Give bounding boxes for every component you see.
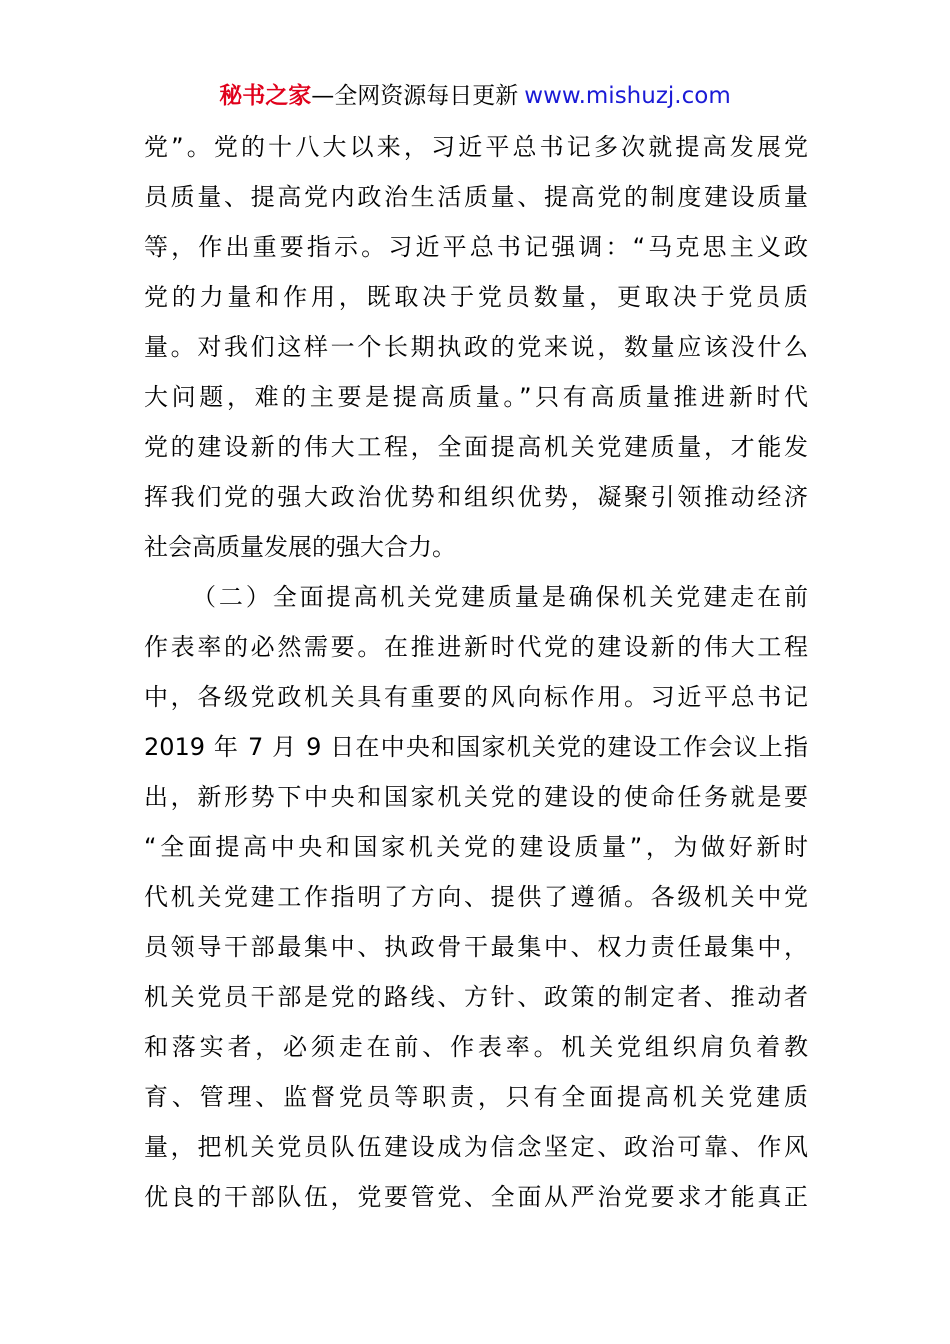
text-line: 等，作出重要指示。习近平总书记强调：“马克思主义政 — [144, 233, 808, 261]
text-line: 员质量、提高党内政治生活质量、提高党的制度建设质量 — [144, 183, 808, 211]
text-line: 挥我们党的强大政治优势和组织优势，凝聚引领推动经济 — [144, 483, 808, 511]
text-line: 员领导干部最集中、执政骨干最集中、权力责任最集中， — [144, 933, 808, 961]
text-line: 党的建设新的伟大工程，全面提高机关党建质量，才能发 — [144, 433, 808, 461]
text-line: 党”。党的十八大以来，习近平总书记多次就提高发展党 — [144, 133, 808, 161]
text-line: “全面提高中央和国家机关党的建设质量”，为做好新时 — [144, 833, 808, 861]
site-url-link[interactable]: www.mishuzj.com — [524, 83, 731, 109]
page-header — [0, 80, 950, 112]
text-line: 量。对我们这样一个长期执政的党来说，数量应该没什么 — [144, 333, 808, 361]
text-line-paragraph-end: 社会高质量发展的强大合力。 — [144, 533, 456, 561]
site-tagline: —全网资源每日更新 — [311, 83, 519, 109]
text-line: 代机关党建工作指明了方向、提供了遵循。各级机关中党 — [144, 883, 808, 911]
text-line: 出，新形势下中央和国家机关党的建设的使命任务就是要 — [144, 783, 808, 811]
text-line: 优良的干部队伍，党要管党、全面从严治党要求才能真正 — [144, 1183, 808, 1211]
document-body — [144, 130, 808, 1230]
text-line: 机关党员干部是党的路线、方针、政策的制定者、推动者 — [144, 983, 808, 1011]
text-line: 2019 年 7 月 9 日在中央和国家机关党的建设工作会议上指 — [144, 733, 808, 761]
text-line: 中，各级党政机关具有重要的风向标作用。习近平总书记 — [144, 683, 808, 711]
text-line: 党的力量和作用，既取决于党员数量，更取决于党员质 — [144, 283, 808, 311]
text-line: 和落实者，必须走在前、作表率。机关党组织肩负着教 — [144, 1033, 808, 1061]
text-line: 育、管理、监督党员等职责，只有全面提高机关党建质 — [144, 1083, 808, 1111]
site-brand: 秘书之家 — [219, 83, 312, 109]
text-line: 大问题，难的主要是提高质量。”只有高质量推进新时代 — [144, 383, 808, 411]
section-heading-line: （二）全面提高机关党建质量是确保机关党建走在前 — [192, 583, 808, 611]
text-line: 量，把机关党员队伍建设成为信念坚定、政治可靠、作风 — [144, 1133, 808, 1161]
text-line: 作表率的必然需要。在推进新时代党的建设新的伟大工程 — [144, 633, 808, 661]
